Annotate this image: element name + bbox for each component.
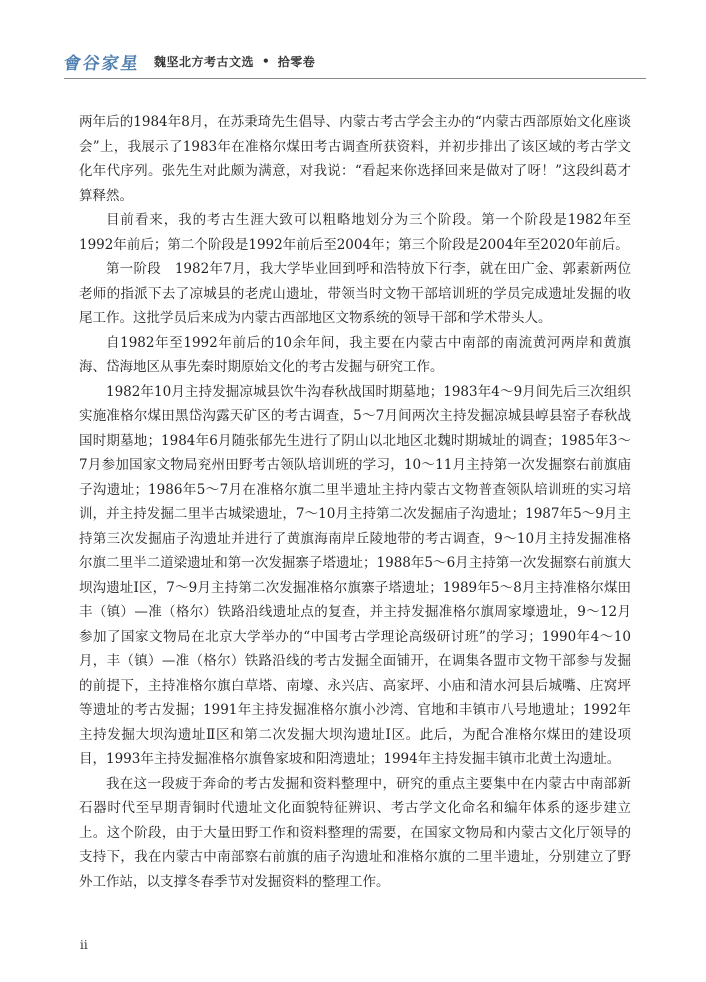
body-text [79, 110, 631, 894]
book-title: 魏坚北方考古文选 [154, 54, 255, 69]
series-logo: 會谷家星 [62, 53, 142, 74]
paragraph: 自1982年至1992年前后的10余年间，我主要在内蒙古中南部的南流黄河两岸和黄旗海、岱海地区从事先秦时期原始文化的考古发掘与研究工作。 [79, 334, 631, 375]
volume-title: 拾零卷 [277, 54, 316, 69]
paragraph: 第一阶段 1982年7月，我大学毕业回到呼和浩特放下行李，就在田广金、郭素新两位老师的指派下去了凉城县的老虎山遗址，带领当时文物干部培训班的学员完成遗址发掘的收尾工作。这批学员后来成为内蒙古西部地区文物系统的领导干部和学术带头人。 [79, 261, 631, 326]
header-separator: • [262, 54, 270, 68]
paragraph: 目前看来，我的考古生涯大致可以粗略地划分为三个阶段。第一个阶段是1982年至1992年前后；第二个阶段是1992年前后至2004年；第三个阶段是2004年至2020年前后。 [79, 212, 631, 253]
running-header [64, 50, 644, 72]
paragraph: 两年后的1984年8月，在苏秉琦先生倡导、内蒙古考古学会主办的“内蒙古西部原始文化座谈会”上，我展示了1983年在准格尔煤田考古调查所获资料，并初步排出了该区域的考古学文化年代序列。张先生对此颇为满意，对我说：“看起来你选择回来是做对了呀！”这段纠葛才算释然。 [79, 114, 631, 204]
page-number: ii [80, 938, 88, 952]
paragraph: 我在这一段疲于奔命的考古发掘和资料整理中，研究的重点主要集中在内蒙古中南部新石器时代至早期青铜时代遗址文化面貌特征辨识、考古学文化命名和编年体系的逐步建立上。这个阶段，由于大量田野工作和资料整理的需要，在国家文物局和内蒙古文化厅领导的支持下，我在内蒙古中南部察右前旗的庙子沟遗址和准格尔旗的二里半遗址，分别建立了野外工作站，以支撑冬春季节对发掘资料的整理工作。 [79, 775, 631, 890]
paragraph: 1982年10月主持发掘凉城县饮牛沟春秋战国时期墓地；1983年4～9月间先后三次组织实施准格尔煤田黑岱沟露天矿区的考古调查，5～7月间两次主持发掘凉城县崞县窑子春秋战国时期墓地；1984年6月随张郁先生进行了阴山以北地区北魏时期城址的调查；1985年3～7月参加国家文物局兖州田野考古领队培训班的学习，10～11月主持第一次发掘察右前旗庙子沟遗址；1986年5～7月在准格尔旗二里半遗址主持内蒙古文物普查领队培训班的实习培训，并主持发掘二里半古城梁遗址，7～10月主持第二次发掘庙子沟遗址；1987年5～9月主持第三次发掘庙子沟遗址并进行了黄旗海南岸丘陵地带的考古调查，9～10月主持发掘准格尔旗二里半二道梁遗址和第一次发掘寨子塔遗址；1988年5～6月主持第一次发掘察右前旗大坝沟遗址Ⅰ区，7～9月主持第二次发掘准格尔旗寨子塔遗址；1989年5～8月主持准格尔煤田丰（镇）—准（格尔）铁路沿线遗址点的复查，并主持发掘准格尔旗周家壕遗址，9～12月参加了国家文物局在北京大学举办的“中国考古学理论高级研讨班”的学习；1990年4～10月，丰（镇）—准（格尔）铁路沿线的考古发掘全面铺开，在调集各盟市文物干部参与发掘的前提下，主持准格尔旗白草塔、南壕、永兴店、高家坪、小庙和清水河县后城嘴、庄窝坪等遗址的考古发掘；1991年主持发掘准格尔旗小沙湾、官地和丰镇市八号地遗址；1992年主持发掘大坝沟遗址Ⅱ区和第二次发掘大坝沟遗址Ⅰ区。此后，为配合准格尔煤田的建设项目，1993年主持发掘准格尔旗鲁家坡和阳湾遗址；1994年主持发掘丰镇市北黄土沟遗址。 [79, 383, 631, 767]
header-divider [64, 78, 646, 79]
